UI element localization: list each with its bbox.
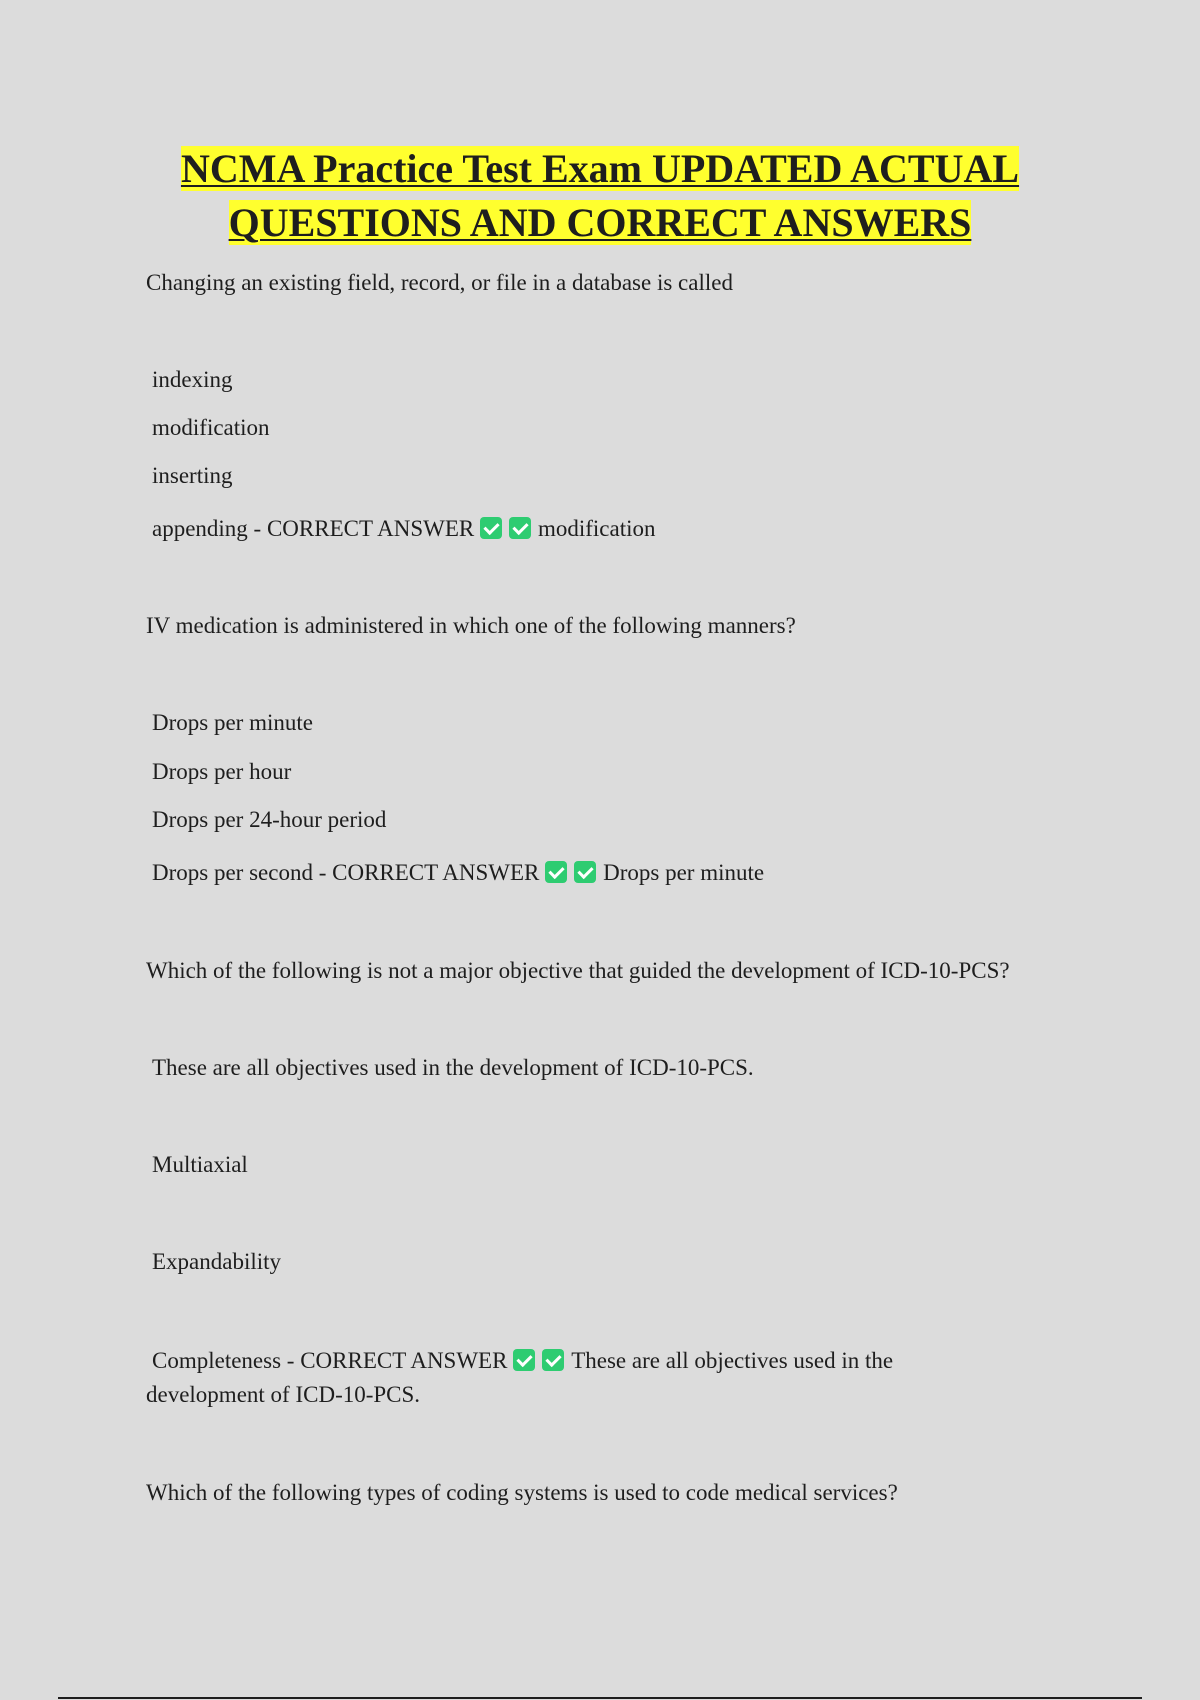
question-1-correct-answer: modification [537, 516, 656, 541]
question-3-option-1: These are all objectives used in the development of ICD-10-PCS. [152, 1055, 754, 1080]
question-1-option-3: inserting [152, 463, 233, 488]
question-2-text: IV medication is administered in which one of the following manners? [146, 613, 796, 638]
question-2-option-3: Drops per 24-hour period [152, 807, 387, 832]
question-3-option-3: Expandability [152, 1249, 282, 1274]
question-3-correct-answer-part-1: These are all objectives used in the [571, 1348, 894, 1373]
question-3-option-2: Multiaxial [152, 1152, 248, 1177]
question-3-correct-answer-part-2: development of ICD-10-PCS. [146, 1382, 421, 1407]
question-1-option-4: appending - CORRECT ANSWER [152, 516, 475, 541]
question-2-option-4: Drops per second - CORRECT ANSWER [152, 860, 540, 885]
question-3-text: Which of the following is not a major objective that guided the development of ICD-10-PCS? [146, 958, 1010, 983]
page-bottom-rule [58, 1697, 1142, 1699]
question-1-text: Changing an existing field, record, or file in a database is called [146, 270, 733, 295]
check-mark-icon [509, 517, 531, 539]
document-title [150, 142, 1050, 250]
title-line-1: NCMA Practice Test Exam UPDATED ACTUAL [180, 146, 1020, 191]
question-1-answer-line [152, 512, 656, 546]
question-3-answer-line [152, 1344, 893, 1378]
check-mark-icon [480, 517, 502, 539]
question-2-option-1: Drops per minute [152, 710, 313, 735]
check-mark-icon [545, 861, 567, 883]
question-1-option-2: modification [152, 415, 270, 440]
check-mark-icon [513, 1349, 535, 1371]
question-1-option-1: indexing [152, 367, 233, 392]
question-3-option-4: Completeness - CORRECT ANSWER [152, 1348, 508, 1373]
check-mark-icon [542, 1349, 564, 1371]
question-2-option-2: Drops per hour [152, 759, 292, 784]
question-2-answer-line [152, 856, 764, 890]
title-line-2: QUESTIONS AND CORRECT ANSWERS [228, 200, 972, 245]
check-mark-icon [574, 861, 596, 883]
question-2-correct-answer: Drops per minute [603, 860, 765, 885]
question-4-text: Which of the following types of coding systems is used to code medical services? [146, 1480, 898, 1505]
